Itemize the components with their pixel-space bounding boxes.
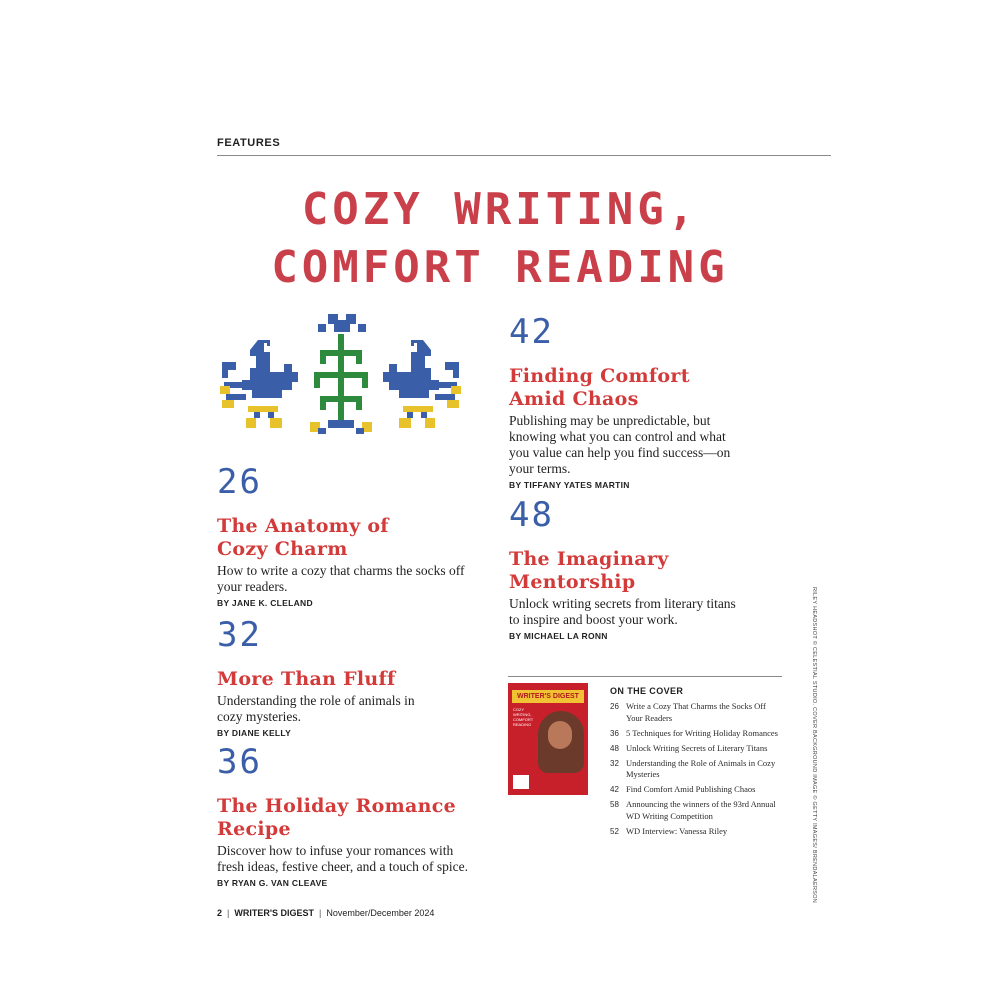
- photo-credit: [808, 586, 820, 904]
- photo-credit-text: RILEY HEADSHOT © CELESTIAL STUDIO. COVER BACKGROUND IMAGE © GETTY IMAGES/ BRENDALAERSON: [811, 586, 817, 904]
- cover-barcode: [513, 775, 529, 789]
- article-42[interactable]: [509, 312, 749, 490]
- cover-item-page: 32: [610, 758, 619, 768]
- headline-line-2: COMFORT READING: [271, 242, 729, 293]
- page-footer: [217, 908, 434, 918]
- footer-page-number: 2: [217, 908, 223, 918]
- article-title[interactable]: The Holiday Romance Recipe: [217, 795, 457, 840]
- article-byline: BY RYAN G. VAN CLEAVE: [217, 878, 328, 888]
- article-page-number: 42: [509, 312, 554, 352]
- article-byline: BY MICHAEL LA RONN: [509, 631, 608, 641]
- cross-stitch-bird-icon: [220, 340, 298, 428]
- cover-thumbnail[interactable]: [508, 683, 588, 795]
- article-36[interactable]: [217, 742, 487, 888]
- article-title[interactable]: More Than Fluff: [217, 668, 396, 690]
- article-title[interactable]: Finding Comfort Amid Chaos: [509, 365, 690, 410]
- cover-item-page: 36: [610, 728, 619, 738]
- cover-item-page: 48: [610, 743, 619, 753]
- cover-item-text: Unlock Writing Secrets of Literary Titans: [626, 742, 768, 753]
- list-item[interactable]: [610, 758, 780, 781]
- headline-line-1: COZY WRITING,: [301, 184, 699, 235]
- cover-item-text: Understanding the Role of Animals in Cozy Mysteries: [626, 757, 776, 779]
- article-dek: Understanding the role of animals in cozy mysteries.: [217, 693, 415, 724]
- article-byline: BY TIFFANY YATES MARTIN: [509, 480, 630, 490]
- cover-portrait-face: [548, 721, 572, 749]
- list-item[interactable]: [610, 743, 780, 755]
- cover-line: COZY WRITING, COMFORT READING: [513, 707, 534, 727]
- cover-rule: [508, 676, 782, 677]
- article-title[interactable]: The Anatomy of Cozy Charm: [217, 515, 389, 560]
- article-byline: BY DIANE KELLY: [217, 728, 292, 738]
- article-page-number: 36: [217, 742, 262, 782]
- cover-item-text: 5 Techniques for Writing Holiday Romances: [626, 727, 778, 738]
- cross-stitch-flower-icon: [310, 314, 372, 434]
- article-dek: Publishing may be unpredictable, but knowing what you can control and what you value can help you find success—on your terms.: [509, 413, 731, 476]
- article-32[interactable]: [217, 615, 477, 738]
- article-26[interactable]: [217, 462, 477, 608]
- article-48[interactable]: [509, 495, 749, 641]
- article-title[interactable]: The Imaginary Mentorship: [509, 548, 669, 593]
- cross-stitch-bird-icon: [383, 340, 461, 428]
- cover-item-text: Announcing the winners of the 93rd Annual WD Writing Competition: [626, 799, 776, 821]
- cover-item-text: Find Comfort Amid Publishing Chaos: [626, 784, 756, 794]
- list-item[interactable]: [610, 826, 780, 838]
- list-item[interactable]: [610, 784, 780, 796]
- footer-magazine: WRITER'S DIGEST: [234, 908, 315, 918]
- footer-separator: |: [227, 908, 230, 918]
- list-item[interactable]: [610, 701, 780, 724]
- cover-item-page: 42: [610, 785, 619, 794]
- footer-separator: |: [319, 908, 322, 918]
- cover-item-page: 26: [610, 702, 619, 711]
- article-page-number: 26: [217, 462, 262, 502]
- cover-item-page: 52: [610, 826, 619, 836]
- article-byline: BY JANE K. CLELAND: [217, 598, 313, 608]
- list-item[interactable]: [610, 728, 780, 740]
- section-rule: [217, 155, 831, 156]
- cover-item-page: 58: [610, 800, 619, 809]
- section-label: FEATURES: [217, 137, 281, 149]
- article-page-number: 32: [217, 615, 262, 655]
- on-the-cover-list: [610, 701, 780, 841]
- list-item[interactable]: [610, 799, 780, 822]
- article-dek: Discover how to infuse your romances with fresh ideas, festive cheer, and a touch of spice.: [217, 843, 468, 874]
- cover-item-text: WD Interview: Vanessa Riley: [626, 825, 728, 836]
- article-dek: How to write a cozy that charms the socks off your readers.: [217, 563, 465, 594]
- cover-item-text: Write a Cozy That Charms the Socks Off Your Readers: [626, 701, 766, 723]
- feature-headline: [190, 184, 810, 293]
- article-page-number: 48: [509, 495, 554, 535]
- article-dek: Unlock writing secrets from literary titans to inspire and boost your work.: [509, 596, 736, 627]
- on-the-cover-label: ON THE COVER: [610, 686, 684, 696]
- cross-stitch-illustration: [218, 310, 463, 440]
- footer-issue: November/December 2024: [326, 908, 435, 918]
- cover-masthead: WRITER'S DIGEST: [512, 690, 584, 703]
